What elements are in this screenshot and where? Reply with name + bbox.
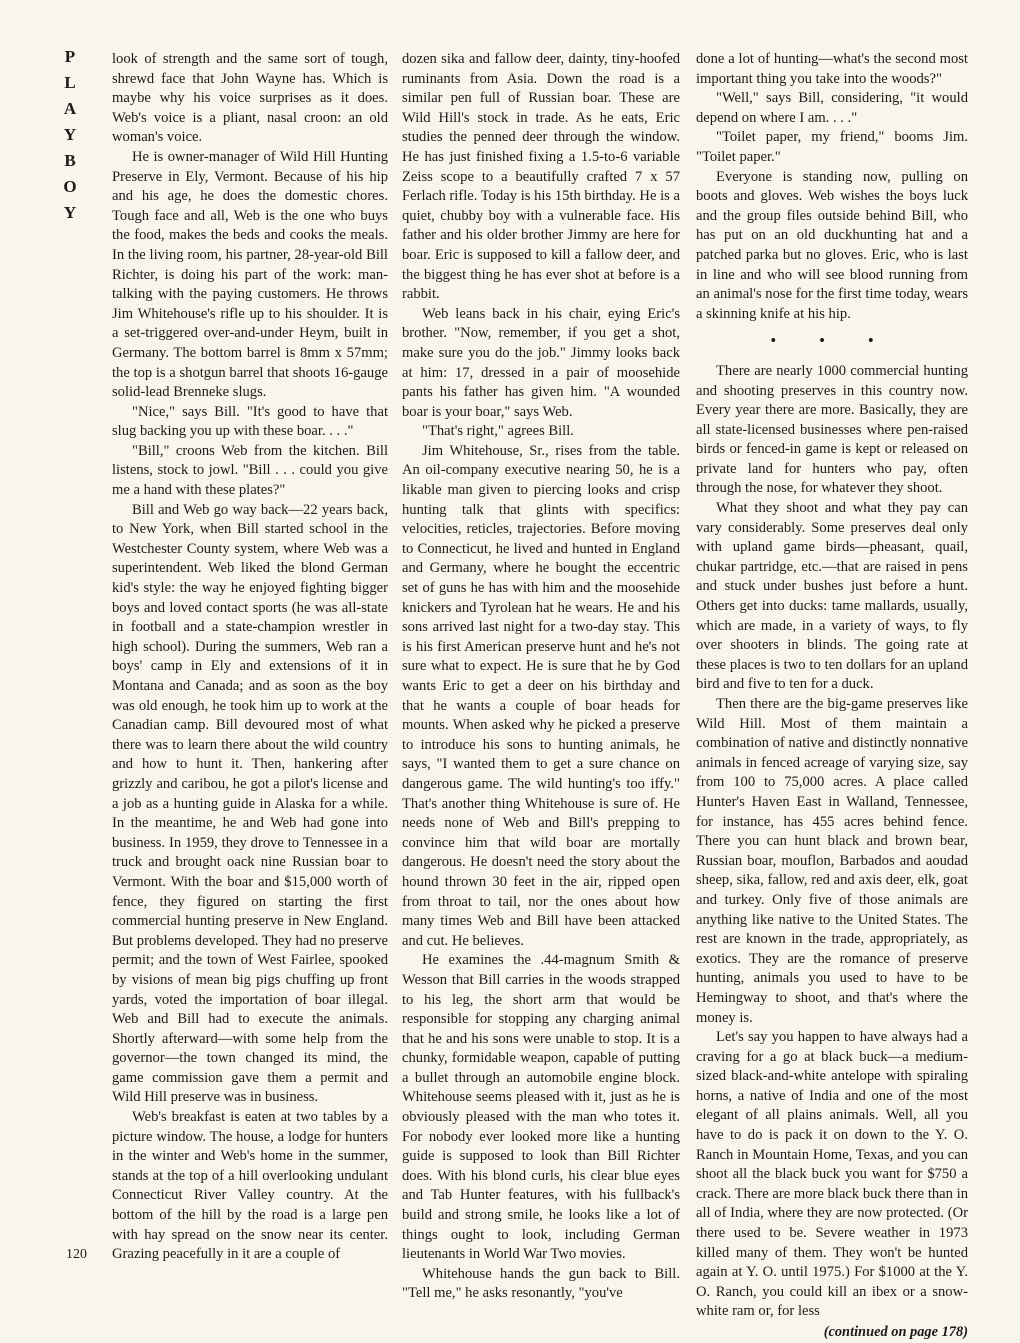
- magazine-masthead-vertical: [50, 44, 90, 226]
- paragraph: done a lot of hunting—what's the second most important thing you take into the woods?": [696, 51, 968, 87]
- masthead-letter: Y: [63, 203, 77, 222]
- masthead-letter: O: [63, 177, 77, 196]
- paragraph: Whitehouse hands the gun back to Bill. "Tell me," he asks resonantly, "you've: [402, 1265, 680, 1302]
- paragraph: dozen sika and fallow deer, dainty, tiny-hoofed ruminants from Asia. Down the road is a similar pen full of Russian boar. These are Wild Hill's stock in trade. As he eats, Eric studies the penned deer through the window. He has just finished fixing a 1.5-to-6 variable Zeiss scope to a beautifully crafted 7 x 57 Ferlach rifle. Today is his 15th birthday. He is a quiet, chubby boy with a vulnerable face. His father and his older brother Jimmy are here for boar. Eric is supposed to kill a fallow deer, and the biggest thing he has ever shot at before is a rabbit.: [402, 51, 680, 303]
- article-column-1: [112, 50, 388, 1265]
- masthead-letter: L: [64, 73, 76, 92]
- paragraph: Everyone is standing now, pulling on boots and gloves. Web wishes the boys luck and the group files outside behind Bill, who has put on an old duckhunting hat and a patched parka but no gloves. Eric, who is last in line and who will see blood running from an animal's nose for the first time today, wears a skinning knife at his hip.: [696, 168, 968, 322]
- paragraph: He examines the .44-magnum Smith & Wesson that Bill carries in the woods strapped to his leg, the short arm that would be responsible for stopping any charging animal that he and his sons were unable to stop. It is a chunky, formidable weapon, capable of putting a bullet through an automobile engine block. Whitehouse seems pleased with it, just as he is obviously pleased with the man who totes it. For nobody ever looked more like a hunting guide is supposed to look than Bill Richter does. With his blond curls, his clear blue eyes and Tab Hunter features, with his fullback's build and strong smile, he looks like a lot of things ought to look, including German lieutenants in World War Two movies.: [402, 952, 680, 1263]
- paragraph: Jim Whitehouse, Sr., rises from the table. An oil-company executive nearing 50, he is a likable man given to piercing looks and crisp hunting talk that glints with specifics: velocities, reticles, trajectories. Before moving to Connecticut, he lived and hunted in England and Germany, where he bought the eccentric set of guns he has with him and the moosehide knickers and Tyrolean hat he wears. He and his sons arrived last night for a two-day stay. This is his first American preserve hunt and he's not sure what to expect. He is sure that he by God wants Eric to get a deer on his birthday and that he wants a couple of boar heads for mounts. When asked why he picked a preserve to introduce his sons to hunting animals, he says, "I wanted them to get a sure chance on dangerous game. The wild hunting's too iffy." That's another thing Whitehouse is sure of. He needs none of Web and Bill's prepping to convince him that wild boar are mortally dangerous. He doesn't need the story about the hound thrown 30 feet in the air, ripped open from throat to tail, nor the ones about how many times Web and Bill have been attacked and cut. He believes.: [402, 442, 680, 949]
- paragraph: "Nice," says Bill. "It's good to have that slug backing you up with these boar. . . .": [112, 403, 388, 440]
- paragraph: Bill and Web go way back—22 years back, to New York, when Bill started school in the Westchester County system, where Web was a superintendent. Web liked the blond German kid's style: the way he enjoyed fighting bigger boys and loved contact sports (he was all-state in football and a state-champion wrestler in high school). During the summers, Web ran a boys' camp in Ely and extensions of it in Montana and Canada; and as soon as the boy was old enough, he took him up to work at the Canadian camp. Bill devoured most of what there was to learn there about the wild country and how to hunt it. Then, hankering after grizzly and caribou, he got a pilot's license and a job as a hunting guide in Alaska for a while. In the meantime, he and Web had gone into business. In 1959, they drove to Tennessee in a truck and brought oack nine Russian boar to Vermont. With the boar and $15,000 worth of fence, they figured on starting the first commercial hunting preserve in New England. But problems developed. They had no preserve permit; and the town of West Fairlee, spooked by visions of mean big pigs chuffing up front yards, voted the importation of boar illegal. Web and Bill had to execute the animals. Shortly afterward—with some help from the governor—the town changed its mind, the game commission gave them a permit and Wild Hill preserve was in business.: [112, 501, 388, 1106]
- paragraph: "Well," says Bill, considering, "it would depend on where I am. . . .": [696, 90, 968, 126]
- masthead-letter: A: [63, 99, 77, 118]
- section-break-ornament: • • •: [770, 333, 894, 350]
- paragraph: look of strength and the same sort of tough, shrewd face that John Wayne has. Which is maybe why his voice surprises as it does. Web's voice is a pliant, nasal croon: an old woman's voice.: [112, 51, 388, 146]
- continued-on-note: (continued on page 178): [823, 1324, 968, 1340]
- paragraph: Then there are the big-game preserves like Wild Hill. Most of them maintain a combination of native and distinctly nonnative animals in fenced acreage of varying size, say from 100 to 75,000 acres. A place called Hunter's Haven East in Walland, Tennessee, for instance, has 455 acres behind fence. There you can hunt black and brown bear, Russian boar, mouflon, Barbados and aoudad sheep, sika, fallow, red and axis deer, elk, goat and turkey. Only five of those animals are anything like native to the United States. The rest are known in the trade, appropriately, as exotics. They are the romance of preserve hunting, animals you used to have to be Hemingway to shoot, and that's where the money is.: [696, 696, 968, 1026]
- masthead-letter: Y: [63, 125, 77, 144]
- article-column-2: [402, 50, 680, 1304]
- paragraph: "That's right," agrees Bill.: [422, 423, 574, 440]
- paragraph: He is owner-manager of Wild Hill Hunting Preserve in Ely, Vermont. Because of his hip and his age, he does the domestic chores. Tough face and all, Web is the one who buys the food, makes the beds and cooks the meals. In the living room, his partner, 28-year-old Bill Richter, is doing his part of the work: man-talking with the paying customers. He throws Jim Whitehouse's rifle up to his shoulder. It is a set-triggered over-and-under Heym, built in Germany. The bottom barrel is 8mm x 57mm; the top is a shotgun barrel that shoots 16-gauge solid-lead Brenneke slugs.: [112, 148, 388, 401]
- page-number: 120: [66, 1247, 87, 1262]
- masthead-letter: P: [64, 47, 76, 66]
- paragraph: Let's say you happen to have always had a craving for a go at black buck—a medium-sized black-and-white antelope with spiraling horns, a native of India and one of the most elegant of all plains animals. Well, all you have to do is pack it on down to the Y. O. Ranch in Mountain Home, Texas, and you can shoot all the black buck you want for $750 a crack. There are more black buck there than in all of India, where they are now protected. (Or there used to be. Severe weather in 1973 killed many of them. They won't be hunted again at Y. O. until 1975.) For $1000 at the Y. O. Ranch, you could kill an ibex or a snow-white ram or, for less: [696, 1029, 968, 1320]
- masthead-letter: B: [64, 151, 76, 170]
- paragraph: "Bill," croons Web from the kitchen. Bill listens, stock to jowl. "Bill . . . could you give me a hand with these plates?": [112, 442, 388, 499]
- paragraph: Web's breakfast is eaten at two tables by a picture window. The house, a lodge for hunters in the winter and Web's home in the summer, stands at the top of a hill overlooking undulant Connecticut River Valley country. At the bottom of the hill by the road is a large pen with hay spread on the snow near its center. Grazing peacefully in it are a couple of: [112, 1109, 388, 1263]
- paragraph: What they shoot and what they pay can vary considerably. Some preserves deal only with upland game birds—pheasant, quail, chukar partridge, etc.—that are raised in pens and stuck under bushes just before a hunt. Others get into ducks: tame mallards, usually, which are made, in a variety of ways, to fly over shooters in blinds. The going rate at these places is two to ten dollars for an upland bird and five to ten for a duck.: [696, 500, 968, 693]
- paragraph: Web leans back in his chair, eying Eric's brother. "Now, remember, if you get a shot, make sure you do the job." Jimmy looks back at him: 17, dressed in a pair of moosehide pants his father has given him. "A wounded boar is your boar," says Web.: [402, 305, 680, 420]
- article-column-3: [696, 50, 968, 1343]
- paragraph: "Toilet paper, my friend," booms Jim. "Toilet paper.": [696, 129, 968, 165]
- paragraph: There are nearly 1000 commercial hunting and shooting preserves in this country now. Every year there are more. Basically, they are all state-licensed businesses where pen-raised birds or fenced-in game is kept or released on private land for hunters who pay, often through the nose, for whatever they shoot.: [696, 362, 968, 497]
